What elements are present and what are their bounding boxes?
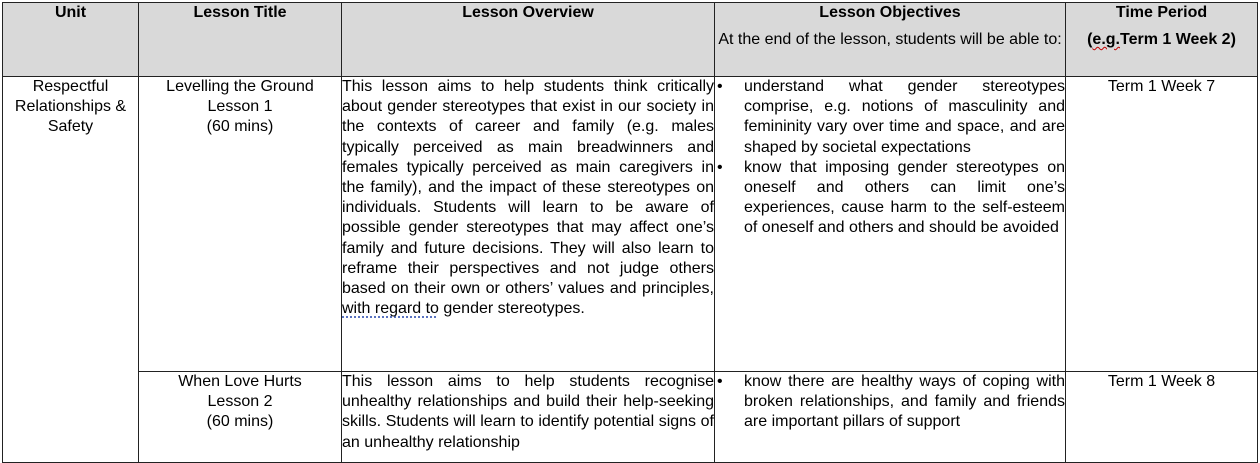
objectives-subtitle: At the end of the lesson, students will be able to: bbox=[718, 31, 1062, 49]
grammar-marked-text: with regard to bbox=[342, 300, 439, 318]
spellcheck-marked-text: e.g. bbox=[1092, 31, 1120, 49]
objectives-list bbox=[715, 372, 1065, 433]
list-item: • understand what gender stereotypes comprise, e.g. notions of masculinity and femininity vary over time and space, and are shaped by societal expectations bbox=[717, 78, 1065, 156]
header-lesson-title: Lesson Title bbox=[139, 3, 342, 77]
lesson-title-cell: Levelling the Ground Lesson 1 (60 mins) bbox=[139, 77, 342, 372]
table-row bbox=[3, 77, 1258, 372]
header-lesson-objectives: Lesson Objectives At the end of the lesson, students will be able to: bbox=[715, 3, 1066, 77]
list-item: • know that imposing gender stereotypes on oneself and others can limit one’s experiences, cause harm to the self-esteem of oneself and others and should be avoided bbox=[717, 158, 1065, 237]
lesson-objectives-cell bbox=[715, 372, 1066, 463]
bullet-icon: • bbox=[717, 78, 723, 95]
lesson-objectives-cell bbox=[715, 77, 1066, 372]
header-lesson-overview: Lesson Overview bbox=[342, 3, 715, 77]
table-row bbox=[3, 372, 1258, 463]
lesson-plan-table bbox=[2, 2, 1258, 463]
lesson-overview-cell: This lesson aims to help students think critically about gender stereotypes that exist in our society in the contexts of career and family (e.g. males typically perceived as main breadwinners and females typically perceived as main caregivers in the family), and the impact of these stereotypes on individuals. Students will learn to be aware of possible gender stereotypes that may affect one’s family and future decisions. They will also learn to reframe their perspectives and not judge others based on their own or others’ values and principles, with regard to gender stereotypes. bbox=[342, 77, 715, 372]
time-period-cell: Term 1 Week 7 bbox=[1066, 77, 1258, 372]
list-item: • know there are healthy ways of coping with broken relationships, and family and friends are important pillars of support bbox=[717, 373, 1065, 431]
header-unit: Unit bbox=[3, 3, 139, 77]
lesson-title-cell: When Love Hurts Lesson 2 (60 mins) bbox=[139, 372, 342, 463]
objectives-list bbox=[715, 77, 1065, 239]
time-period-cell: Term 1 Week 8 bbox=[1066, 372, 1258, 463]
bullet-icon: • bbox=[717, 158, 723, 176]
unit-cell: Respectful Relationships & Safety bbox=[3, 77, 139, 463]
table-header-row bbox=[3, 3, 1258, 77]
time-period-example: (e.g.Term 1 Week 2) bbox=[1087, 31, 1236, 49]
bullet-icon: • bbox=[717, 373, 723, 390]
lesson-overview-cell: This lesson aims to help students recognise unhealthy relationships and build their help-seeking skills. Students will learn to identify potential signs of an unhealthy relationship bbox=[342, 372, 715, 463]
header-time-period: Time Period (e.g.Term 1 Week 2) bbox=[1066, 3, 1258, 77]
